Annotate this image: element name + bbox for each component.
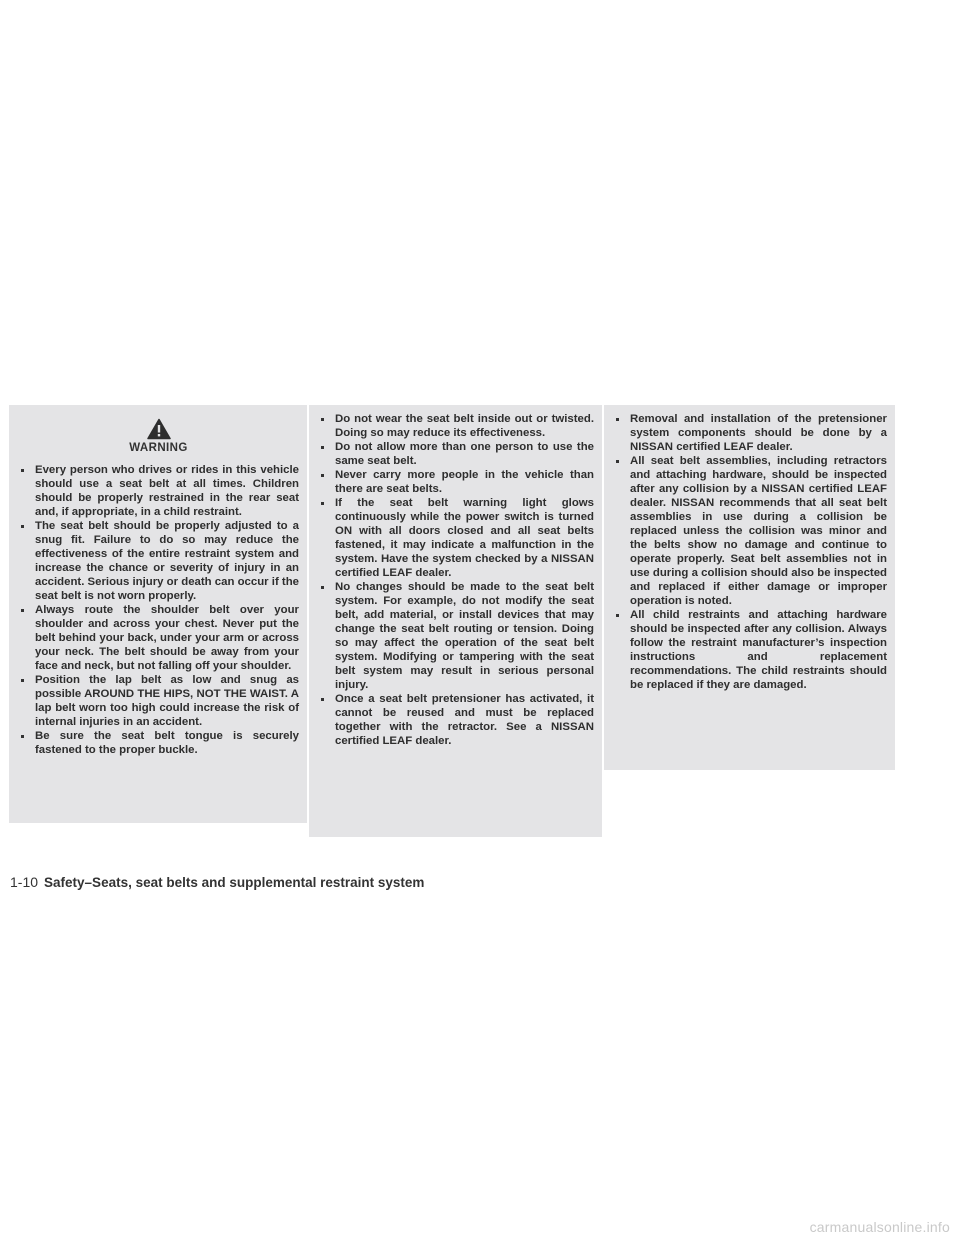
list-item: Removal and installation of the pretensioner system components should be done by a NISSAN certified LEAF dealer. [613,412,887,454]
warning-list-column-3 [613,412,887,692]
list-item: Do not allow more than one person to use the same seat belt. [318,440,594,468]
list-item: All child restraints and attaching hardware should be inspected after any collision. Always follow the restraint manufacturer’s inspection instructions and replacement recommendations. The child restraints should be replaced if they are damaged. [613,608,887,692]
list-item: Every person who drives or rides in this vehicle should use a seat belt at all times. Children should be properly restrained in the rear seat and, if appropriate, in a child restraint. [18,463,299,519]
page-number: 1-10 [10,874,39,890]
list-item: The seat belt should be properly adjusted to a snug fit. Failure to do so may reduce the effectiveness of the entire restraint system and increase the chance or severity of injury in an accident. Serious injury or death can occur if the seat belt is not worn properly. [18,519,299,603]
warning-panel-column-3 [604,405,895,770]
warning-panel-column-1 [9,405,307,823]
list-item: Always route the shoulder belt over your shoulder and across your chest. Never put the belt behind your back, under your arm or across your neck. The belt should be away from your face and neck, but not falling off your shoulder. [18,603,299,673]
warning-header [18,418,299,454]
warning-list-column-2 [318,412,594,748]
list-item: If the seat belt warning light glows continuously while the power switch is turned ON with all doors closed and all seat belts fastened, it may indicate a malfunction in the system. Have the system checked by a NISSAN certified LEAF dealer. [318,496,594,580]
list-item: Once a seat belt pretensioner has activated, it cannot be reused and must be replaced together with the retractor. See a NISSAN certified LEAF dealer. [318,692,594,748]
list-item: Never carry more people in the vehicle than there are seat belts. [318,468,594,496]
list-item: Do not wear the seat belt inside out or twisted. Doing so may reduce its effectiveness. [318,412,594,440]
warning-panel-column-2 [309,405,602,837]
watermark: carmanualsonline.info [809,1219,950,1235]
section-title: Safety–Seats, seat belts and supplemental restraint system [44,875,425,890]
list-item: All seat belt assemblies, including retractors and attaching hardware, should be inspected after any collision by a NISSAN certified LEAF dealer. NISSAN recommends that all seat belt assemblies in use during a collision be replaced unless the collision was minor and the belts show no damage and continue to operate properly. Seat belt assemblies not in use during a collision should also be inspected and replaced if either damage or improper operation is noted. [613,454,887,608]
warning-triangle-icon [147,418,171,440]
warning-list-column-1 [18,463,299,757]
warning-title: WARNING [129,442,188,454]
list-item: Position the lap belt as low and snug as possible AROUND THE HIPS, NOT THE WAIST. A lap belt worn too high could increase the risk of internal injuries in an accident. [18,673,299,729]
list-item: Be sure the seat belt tongue is securely fastened to the proper buckle. [18,729,299,757]
list-item: No changes should be made to the seat belt system. For example, do not modify the seat belt, add material, or install devices that may change the seat belt routing or tension. Doing so may affect the operation of the seat belt system. Modifying or tampering with the seat belt system may result in serious personal injury. [318,580,594,692]
page-footer [10,874,424,890]
